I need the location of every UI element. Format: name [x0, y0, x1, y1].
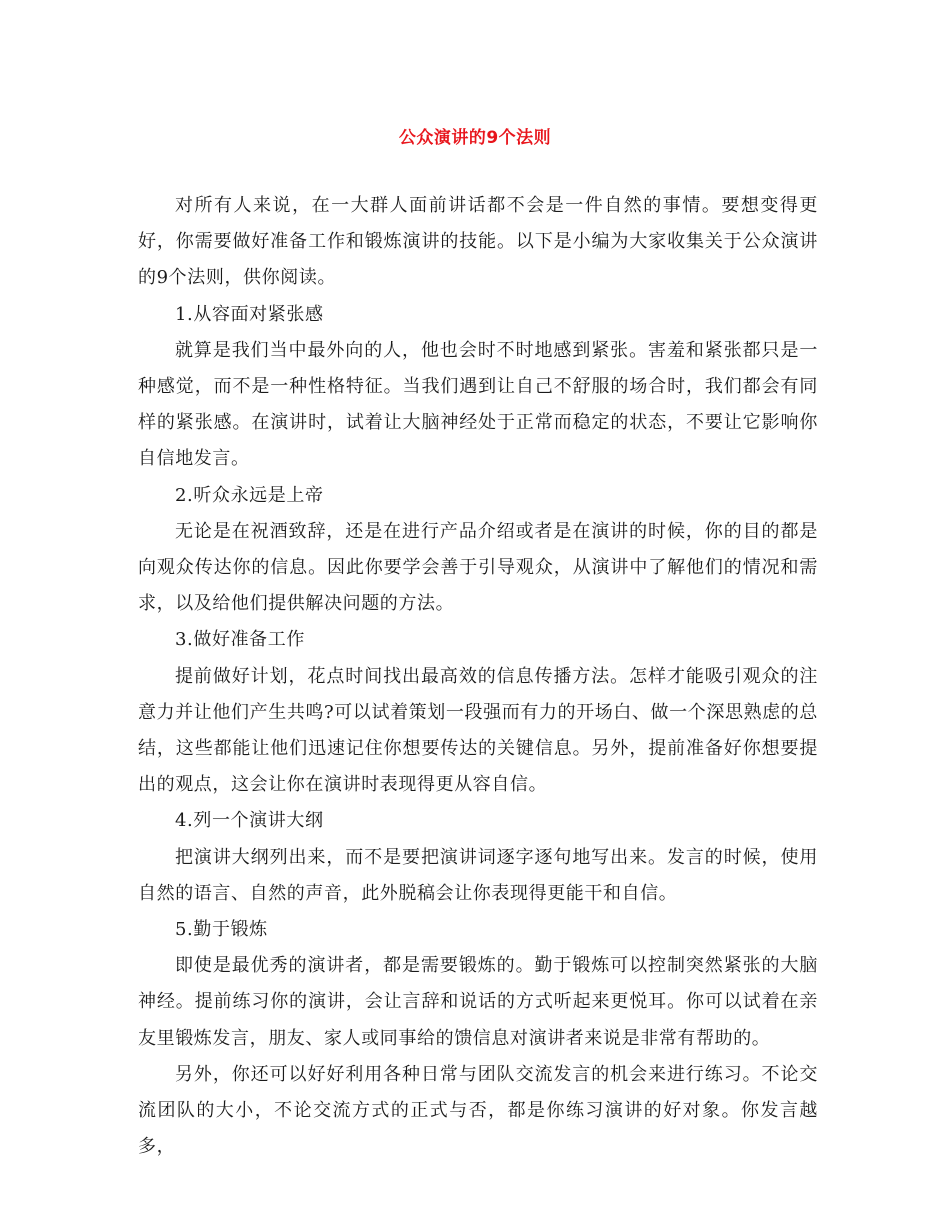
section-paragraph-3: 提前做好计划，花点时间找出最高效的信息传播方法。怎样才能吸引观众的注意力并让他们产生共鸣?可以试着策划一段强而有力的开场白、做一个深思熟虑的总结，这些都能让他们迅速记住你想要传达的关键信息。另外，提前准备好你想要提出的观点，这会让你在演讲时表现得更从容自信。 — [138, 665, 818, 796]
section-paragraph-4: 把演讲大纲列出来，而不是要把演讲词逐字逐句地写出来。发言的时候，使用自然的语言、自然的声音，此外脱稿会让你表现得更能干和自信。 — [138, 846, 818, 904]
document-body — [138, 188, 818, 1165]
section-paragraph-1: 就算是我们当中最外向的人，他也会时不时地感到紧张。害羞和紧张都只是一种感觉，而不是一种性格特征。当我们遇到让自己不舒服的场合时，我们都会有同样的紧张感。在演讲时，试着让大脑神经处于正常而稳定的状态，不要让它影响你自信地发言。 — [138, 339, 818, 470]
section-heading-4: 4.列一个演讲大纲 — [175, 810, 324, 832]
section-paragraph-2: 无论是在祝酒致辞，还是在进行产品介绍或者是在演讲的时候，你的目的都是向观众传达你的信息。因此你要学会善于引导观众，从演讲中了解他们的情况和需求，以及给他们提供解决问题的方法。 — [138, 520, 818, 615]
section-heading-2: 2.听众永远是上帝 — [175, 484, 324, 506]
section-heading-5: 5.勤于锻炼 — [175, 919, 268, 941]
section-paragraph-5b: 另外，你还可以好好利用各种日常与团队交流发言的机会来进行练习。不论交流团队的大小，不论交流方式的正式与否，都是你练习演讲的好对象。你发言越多， — [138, 1063, 818, 1158]
section-heading-1: 1.从容面对紧张感 — [175, 303, 324, 325]
document-title: 公众演讲的9个法则 — [398, 128, 552, 148]
section-heading-3: 3.做好准备工作 — [175, 629, 305, 651]
intro-paragraph: 对所有人来说，在一大群人面前讲话都不会是一件自然的事情。要想变得更好，你需要做好准备工作和锻炼演讲的技能。以下是小编为大家收集关于公众演讲的9个法则，供你阅读。 — [138, 195, 818, 289]
section-paragraph-5: 即使是最优秀的演讲者，都是需要锻炼的。勤于锻炼可以控制突然紧张的大脑神经。提前练习你的演讲，会让言辞和说话的方式听起来更悦耳。你可以试着在亲友里锻炼发言，朋友、家人或同事给的馈信息对演讲者来说是非常有帮助的。 — [138, 955, 818, 1049]
